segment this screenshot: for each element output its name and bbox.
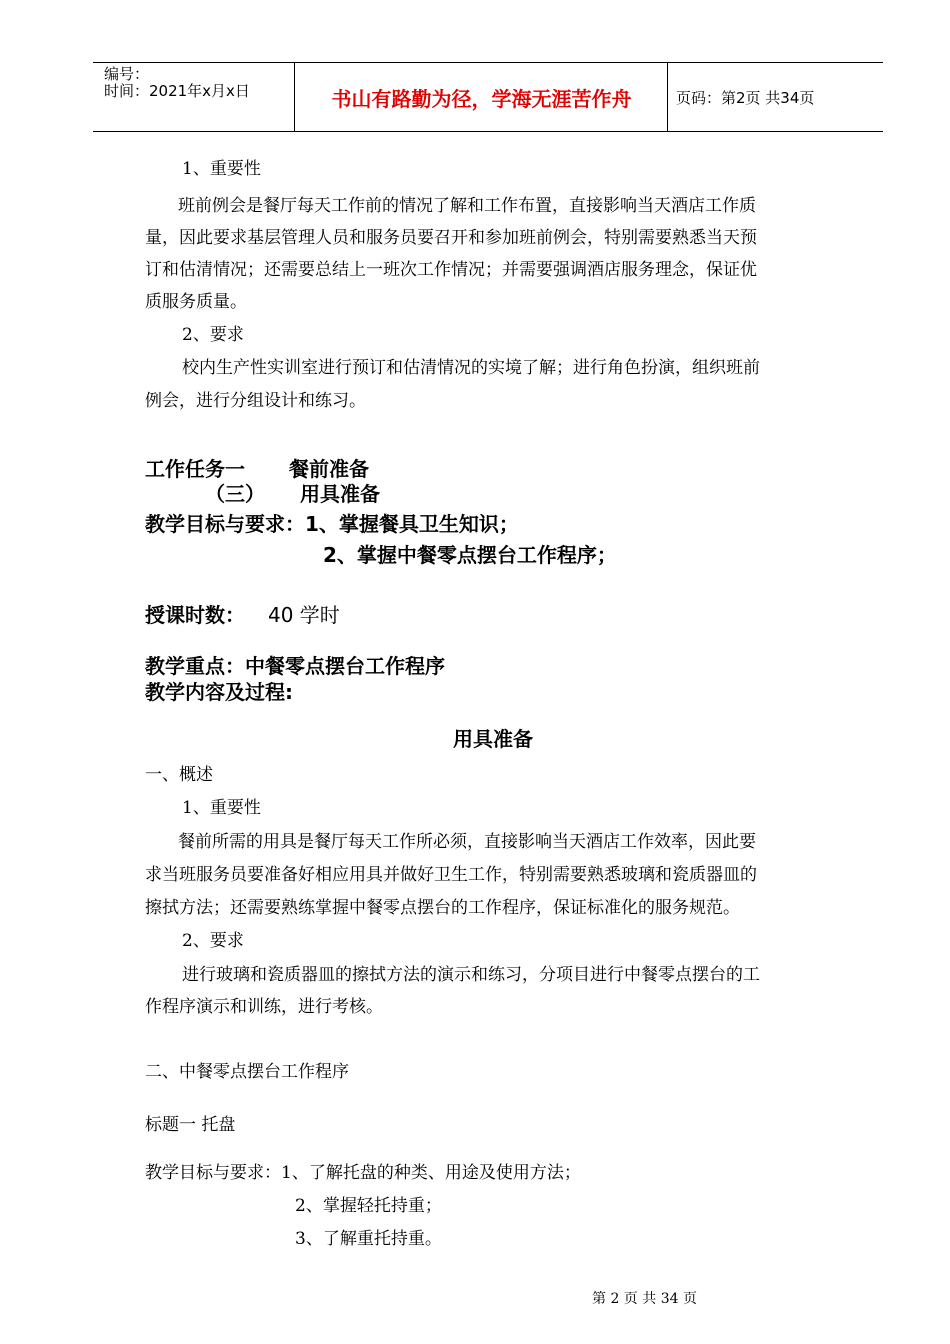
heading-part-two: 二、中餐零点摆台工作程序 <box>145 1062 349 1082</box>
heading-topic: 标题一 托盘 <box>145 1115 236 1135</box>
header-meta <box>104 66 250 100</box>
paragraph-line: 质服务质量。 <box>145 292 247 312</box>
topic-goal-line: 2、掌握轻托持重； <box>295 1196 442 1216</box>
paragraph-line: 校内生产性实训室进行预订和估清情况的实境了解；进行角色扮演，组织班前 <box>182 358 760 378</box>
teaching-goal-item: 2、掌握中餐零点摆台工作程序； <box>323 543 617 567</box>
header-page: 页码：第2页 共34页 <box>676 88 815 107</box>
chapter-title: 用具准备 <box>453 727 533 751</box>
paragraph-line: 例会，进行分组设计和练习。 <box>145 391 366 411</box>
task-subsection-title: 用具准备 <box>300 482 380 506</box>
header-number: 编号： <box>104 65 150 83</box>
task-title: 工作任务一 <box>145 457 245 481</box>
teaching-goals: 教学目标与要求：1、掌握餐具卫生知识； <box>145 512 519 536</box>
page-header <box>93 62 883 132</box>
page-footer: 第 2 页 共 34 页 <box>592 1291 697 1307</box>
topic-goal-line: 3、了解重托持重。 <box>295 1229 442 1249</box>
teaching-content-label: 教学内容及过程: <box>145 680 293 704</box>
paragraph-line: 订和估清情况；还需要总结上一班次工作情况；并需要强调酒店服务理念，保证优 <box>145 260 757 280</box>
paragraph-line: 擦拭方法；还需要熟练掌握中餐零点摆台的工作程序，保证标准化的服务规范。 <box>145 898 740 918</box>
paragraph-line: 作程序演示和训练，进行考核。 <box>145 997 383 1017</box>
heading-overview: 一、概述 <box>145 765 213 785</box>
heading-requirements: 2、要求 <box>182 325 244 345</box>
heading-requirements: 2、要求 <box>182 931 244 951</box>
header-divider <box>667 63 668 131</box>
paragraph-line: 求当班服务员要准备好相应用具并做好卫生工作，特别需要熟悉玻璃和瓷质器皿的 <box>145 865 757 885</box>
paragraph-line: 量，因此要求基层管理人员和服务员要召开和参加班前例会，特别需要熟悉当天预 <box>145 228 757 248</box>
paragraph-line: 进行玻璃和瓷质器皿的擦拭方法的演示和练习，分项目进行中餐零点摆台的工 <box>182 965 760 985</box>
paragraph-line: 餐前所需的用具是餐厅每天工作所必须，直接影响当天酒店工作效率，因此要 <box>178 832 756 852</box>
topic-goal-line: 教学目标与要求：1、了解托盘的种类、用途及使用方法； <box>145 1163 581 1183</box>
task-subsection-number: （三） <box>205 482 265 506</box>
task-title-sub: 餐前准备 <box>289 457 369 481</box>
header-motto: 书山有路勤为径，学海无涯苦作舟 <box>331 86 632 111</box>
hours-label: 授课时数： <box>145 603 245 627</box>
paragraph-line: 班前例会是餐厅每天工作前的情况了解和工作布置，直接影响当天酒店工作质 <box>178 196 756 216</box>
teaching-focus: 教学重点：中餐零点摆台工作程序 <box>145 654 445 678</box>
heading-importance: 1、重要性 <box>182 798 261 818</box>
heading-importance: 1、重要性 <box>182 159 261 179</box>
header-time: 时间：2021年x月x日 <box>104 82 250 100</box>
hours-value: 40 学时 <box>268 603 340 627</box>
